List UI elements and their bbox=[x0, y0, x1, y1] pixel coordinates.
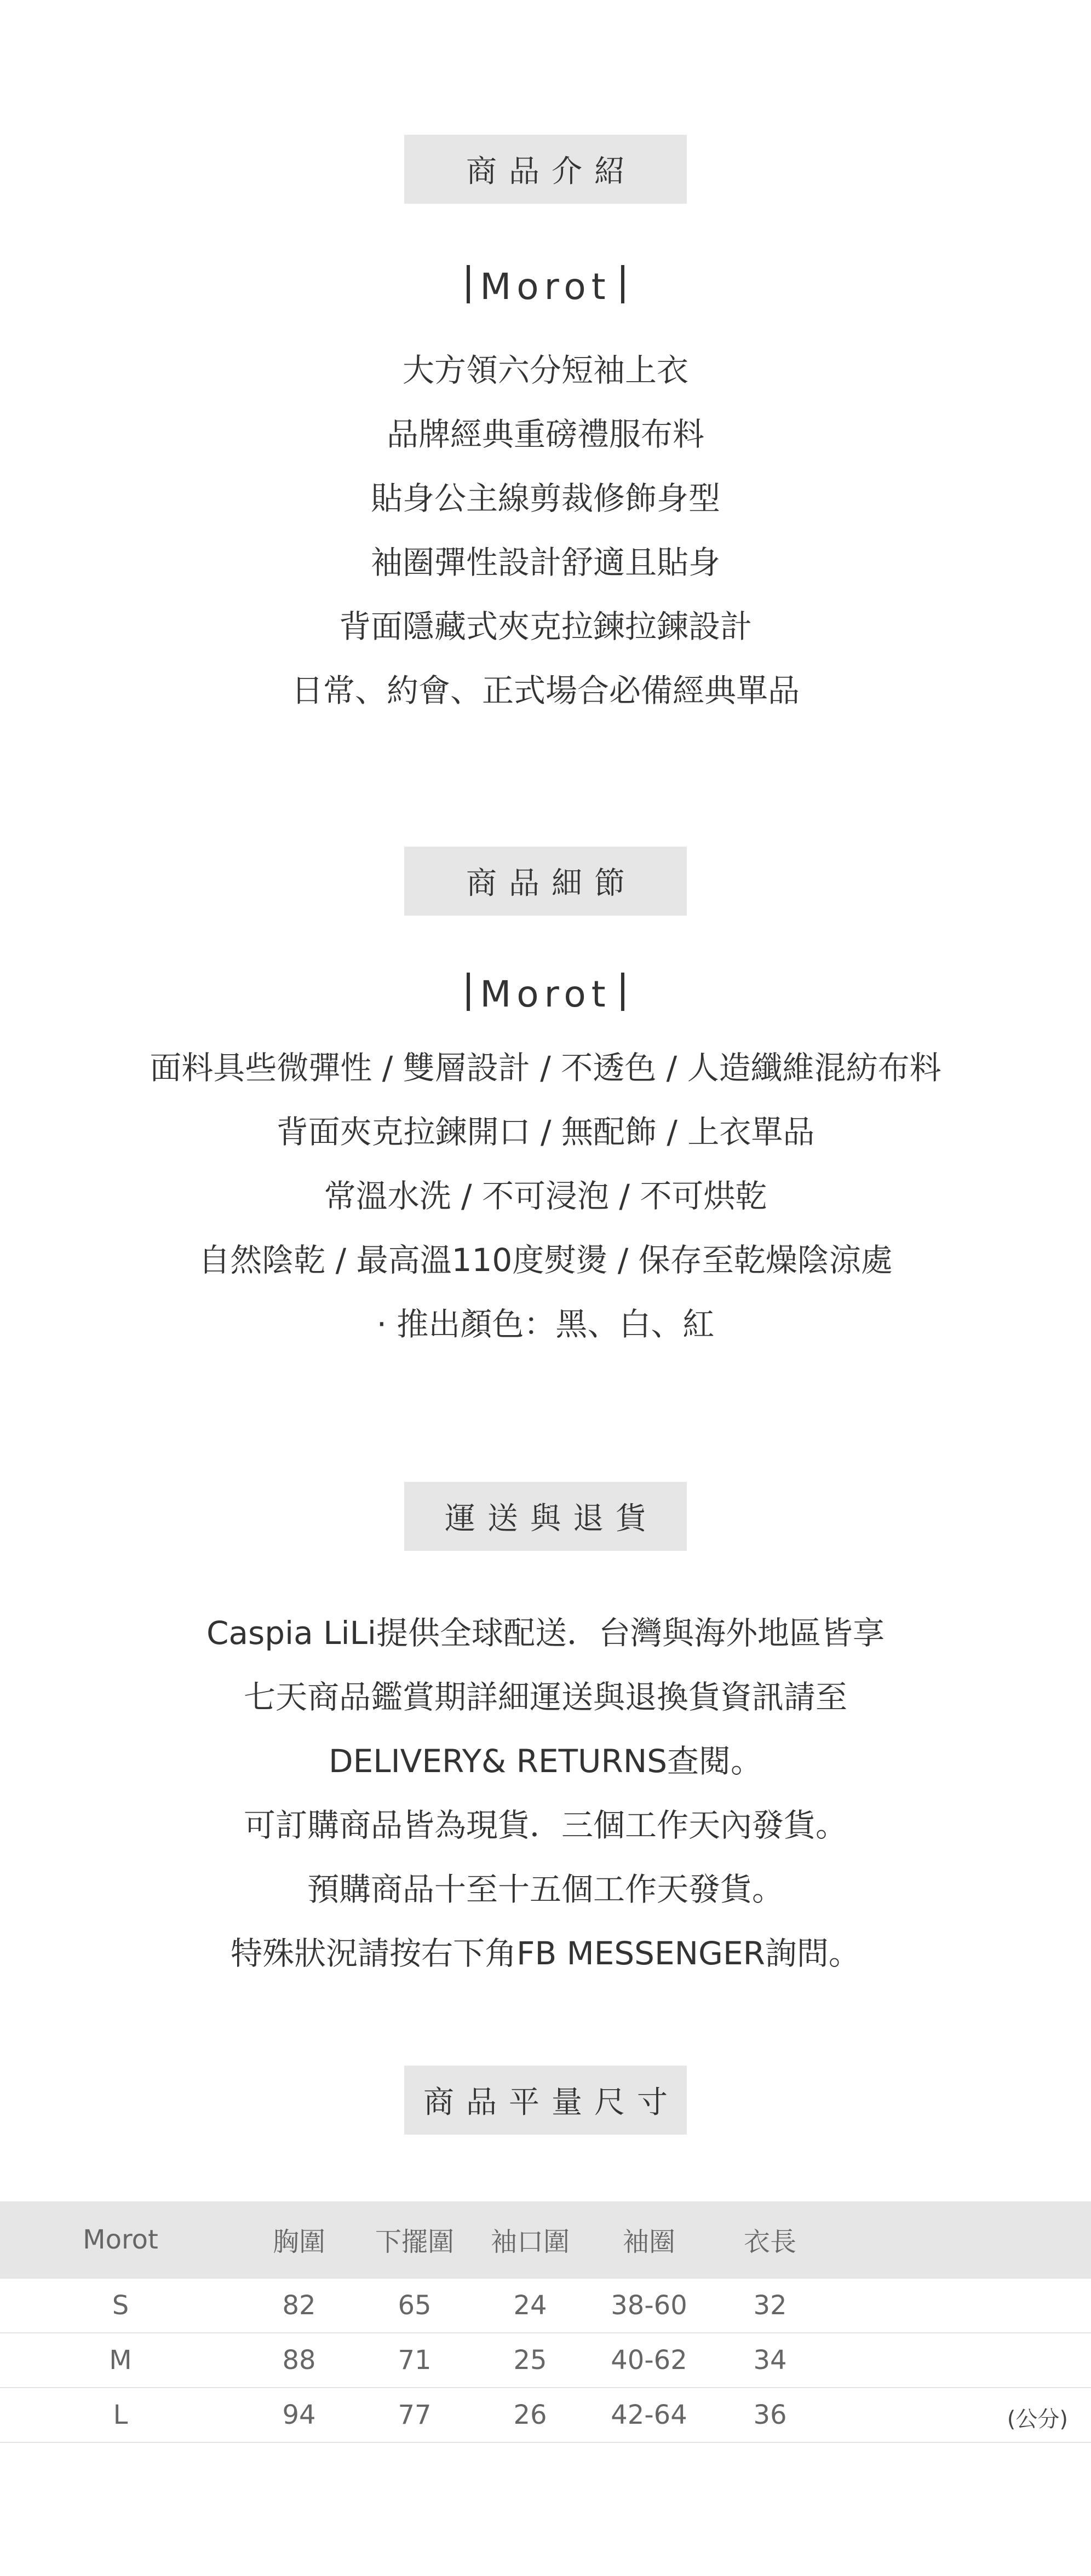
table-cell: 34 bbox=[753, 2345, 787, 2376]
table-cell: 25 bbox=[513, 2345, 547, 2376]
table-cell: 38-60 bbox=[611, 2290, 687, 2321]
size-label: M bbox=[109, 2345, 132, 2376]
intro-line: 大方領六分短袖上衣 bbox=[402, 352, 688, 389]
table-cell: 88 bbox=[282, 2345, 316, 2376]
size-label: L bbox=[113, 2400, 128, 2430]
intro-line: 貼身公主線剪裁修飾身型 bbox=[370, 480, 720, 517]
column-header: 胸圍 bbox=[272, 2227, 325, 2257]
column-spacer bbox=[830, 2201, 1091, 2278]
intro-line: 品牌經典重磅禮服布料 bbox=[386, 416, 704, 453]
column-header: 袖圈 bbox=[622, 2227, 675, 2257]
table-row bbox=[0, 2388, 1091, 2442]
table-cell: 94 bbox=[282, 2400, 316, 2430]
table-cell: 42-64 bbox=[611, 2400, 687, 2430]
details-description bbox=[0, 1036, 1091, 1356]
table-cell: 24 bbox=[513, 2290, 547, 2321]
table-cell: 40-62 bbox=[611, 2345, 687, 2376]
unit-label: (公分) bbox=[1007, 2407, 1068, 2432]
details-line: · 推出顏色：黑、白、紅 bbox=[376, 1306, 715, 1343]
shipping-description bbox=[0, 1601, 1091, 1986]
divider-bar bbox=[621, 973, 624, 1011]
table-cell: 32 bbox=[753, 2290, 787, 2321]
shipping-line: 特殊狀況請按右下角FB MESSENGER詢問。 bbox=[231, 1935, 860, 1972]
table-cell bbox=[830, 2278, 1091, 2333]
column-header: 袖口圍 bbox=[490, 2227, 570, 2257]
details-heading: 商品細節 bbox=[404, 847, 687, 916]
intro-line: 袖圈彈性設計舒適且貼身 bbox=[370, 544, 720, 581]
table-cell: 82 bbox=[282, 2290, 316, 2321]
intro-brand: Morot bbox=[0, 265, 1091, 308]
size-table bbox=[0, 2201, 1091, 2443]
shipping-line: DELIVERY& RETURNS查閱。 bbox=[328, 1743, 763, 1780]
shipping-line: Caspia LiLi提供全球配送．台灣與海外地區皆享 bbox=[206, 1614, 885, 1652]
intro-heading: 商品介紹 bbox=[404, 135, 687, 204]
table-row bbox=[0, 2278, 1091, 2333]
divider-bar bbox=[621, 265, 624, 303]
size-heading: 商品平量尺寸 bbox=[404, 2066, 687, 2135]
table-cell: 65 bbox=[398, 2290, 432, 2321]
intro-line: 背面隱藏式夾克拉鍊拉鍊設計 bbox=[338, 608, 752, 645]
table-cell: 71 bbox=[398, 2345, 432, 2376]
intro-line: 日常、約會、正式場合必備經典單品 bbox=[291, 672, 800, 709]
details-line: 背面夾克拉鍊開口 / 無配飾 / 上衣單品 bbox=[276, 1113, 815, 1151]
table-cell bbox=[830, 2333, 1091, 2388]
column-header: 下擺圍 bbox=[375, 2227, 454, 2257]
table-cell: 26 bbox=[513, 2400, 547, 2430]
table-cell: 77 bbox=[398, 2400, 432, 2430]
table-row bbox=[0, 2333, 1091, 2388]
table-cell: 36 bbox=[753, 2400, 787, 2430]
divider-bar bbox=[467, 265, 470, 303]
column-header: 衣長 bbox=[743, 2227, 796, 2257]
shipping-line: 可訂購商品皆為現貨．三個工作天內發貨。 bbox=[243, 1807, 847, 1844]
shipping-heading: 運送與退貨 bbox=[404, 1482, 687, 1551]
details-line: 自然陰乾 / 最高溫110度熨燙 / 保存至乾燥陰涼處 bbox=[198, 1241, 893, 1279]
divider-bar bbox=[467, 973, 470, 1011]
details-line: 常溫水洗 / 不可浸泡 / 不可烘乾 bbox=[324, 1177, 767, 1215]
size-label: S bbox=[112, 2290, 129, 2321]
shipping-line: 七天商品鑑賞期詳細運送與退換貨資訊請至 bbox=[243, 1678, 847, 1716]
size-table-header bbox=[0, 2201, 1091, 2278]
column-header: Morot bbox=[83, 2224, 158, 2255]
intro-description bbox=[0, 338, 1091, 723]
details-brand: Morot bbox=[0, 973, 1091, 1015]
shipping-line: 預購商品十至十五個工作天發貨。 bbox=[307, 1871, 784, 1908]
details-line: 面料具些微彈性 / 雙層設計 / 不透色 / 人造纖維混紡布料 bbox=[150, 1049, 941, 1086]
